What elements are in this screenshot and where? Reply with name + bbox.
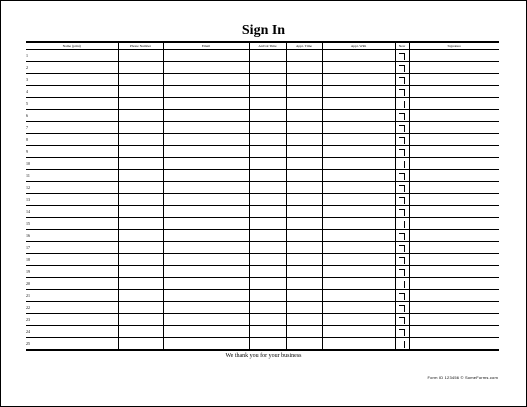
row-number: 13 (26, 194, 118, 206)
table-row (26, 326, 499, 338)
phone-cell[interactable] (118, 134, 163, 146)
email-cell[interactable] (163, 134, 249, 146)
table-row (26, 98, 499, 110)
arrival-time-cell[interactable] (249, 86, 286, 98)
checkbox-icon[interactable] (399, 305, 405, 312)
table-row (26, 146, 499, 158)
signature-cell[interactable] (409, 110, 499, 122)
appt-with-cell[interactable] (322, 218, 395, 230)
phone-cell[interactable] (118, 50, 163, 62)
signature-cell[interactable] (409, 98, 499, 110)
phone-cell[interactable] (118, 242, 163, 254)
row-number: 18 (26, 254, 118, 266)
email-cell[interactable] (163, 62, 249, 74)
new-patient-cell[interactable] (395, 86, 409, 98)
table-row (26, 110, 499, 122)
signature-cell[interactable] (409, 302, 499, 314)
column-header-arrival-time: Arrival Time (249, 42, 286, 50)
table-header-row (26, 42, 499, 50)
checkbox-icon[interactable] (399, 161, 405, 168)
signature-cell[interactable] (409, 146, 499, 158)
column-header-appt-time: Appt. Time (286, 42, 322, 50)
phone-cell[interactable] (118, 194, 163, 206)
appt-with-cell[interactable] (322, 194, 395, 206)
appt-with-cell[interactable] (322, 62, 395, 74)
phone-cell[interactable] (118, 230, 163, 242)
checkbox-icon[interactable] (399, 173, 405, 180)
appt-time-cell[interactable] (286, 194, 322, 206)
arrival-time-cell[interactable] (249, 110, 286, 122)
appt-time-cell[interactable] (286, 302, 322, 314)
checkbox-icon[interactable] (399, 125, 405, 132)
row-number: 11 (26, 170, 118, 182)
signature-cell[interactable] (409, 170, 499, 182)
phone-cell[interactable] (118, 302, 163, 314)
phone-cell[interactable] (118, 98, 163, 110)
row-number: 17 (26, 242, 118, 254)
appt-time-cell[interactable] (286, 62, 322, 74)
checkbox-icon[interactable] (399, 113, 405, 120)
signature-cell[interactable] (409, 290, 499, 302)
table-row (26, 182, 499, 194)
appt-with-cell[interactable] (322, 158, 395, 170)
appt-time-cell[interactable] (286, 122, 322, 134)
signature-cell[interactable] (409, 242, 499, 254)
table-row (26, 134, 499, 146)
table-row (26, 254, 499, 266)
email-cell[interactable] (163, 206, 249, 218)
arrival-time-cell[interactable] (249, 98, 286, 110)
phone-cell[interactable] (118, 266, 163, 278)
signature-cell[interactable] (409, 326, 499, 338)
column-header-email: Email (163, 42, 249, 50)
arrival-time-cell[interactable] (249, 254, 286, 266)
email-cell[interactable] (163, 266, 249, 278)
appt-time-cell[interactable] (286, 290, 322, 302)
email-cell[interactable] (163, 50, 249, 62)
signature-cell[interactable] (409, 278, 499, 290)
row-number: 23 (26, 314, 118, 326)
signature-cell[interactable] (409, 62, 499, 74)
signature-cell[interactable] (409, 50, 499, 62)
signature-cell[interactable] (409, 194, 499, 206)
row-number: 8 (26, 134, 118, 146)
arrival-time-cell[interactable] (249, 62, 286, 74)
checkbox-icon[interactable] (399, 209, 405, 216)
arrival-time-cell[interactable] (249, 158, 286, 170)
email-cell[interactable] (163, 314, 249, 326)
new-patient-cell[interactable] (395, 326, 409, 338)
email-cell[interactable] (163, 158, 249, 170)
arrival-time-cell[interactable] (249, 134, 286, 146)
new-patient-cell[interactable] (395, 206, 409, 218)
checkbox-icon[interactable] (399, 185, 405, 192)
checkbox-icon[interactable] (399, 77, 405, 84)
arrival-time-cell[interactable] (249, 302, 286, 314)
email-cell[interactable] (163, 278, 249, 290)
new-patient-cell[interactable] (395, 254, 409, 266)
email-cell[interactable] (163, 254, 249, 266)
email-cell[interactable] (163, 194, 249, 206)
email-cell[interactable] (163, 74, 249, 86)
arrival-time-cell[interactable] (249, 170, 286, 182)
table-row (26, 50, 499, 62)
email-cell[interactable] (163, 182, 249, 194)
phone-cell[interactable] (118, 254, 163, 266)
column-header-signature: Signature (409, 42, 499, 50)
new-patient-cell[interactable] (395, 182, 409, 194)
arrival-time-cell[interactable] (249, 314, 286, 326)
row-number: 3 (26, 74, 118, 86)
arrival-time-cell[interactable] (249, 206, 286, 218)
appt-with-cell[interactable] (322, 50, 395, 62)
row-number: 16 (26, 230, 118, 242)
email-cell[interactable] (163, 242, 249, 254)
arrival-time-cell[interactable] (249, 122, 286, 134)
row-number: 7 (26, 122, 118, 134)
row-number: 5 (26, 98, 118, 110)
email-cell[interactable] (163, 290, 249, 302)
arrival-time-cell[interactable] (249, 74, 286, 86)
new-patient-cell[interactable] (395, 302, 409, 314)
table-row (26, 74, 499, 86)
email-cell[interactable] (163, 338, 249, 351)
row-number: 10 (26, 158, 118, 170)
appt-with-cell[interactable] (322, 110, 395, 122)
signature-cell[interactable] (409, 218, 499, 230)
signature-cell[interactable] (409, 338, 499, 351)
row-number: 21 (26, 290, 118, 302)
appt-with-cell[interactable] (322, 122, 395, 134)
phone-cell[interactable] (118, 86, 163, 98)
appt-time-cell[interactable] (286, 182, 322, 194)
signature-cell[interactable] (409, 254, 499, 266)
arrival-time-cell[interactable] (249, 218, 286, 230)
email-cell[interactable] (163, 98, 249, 110)
signature-cell[interactable] (409, 182, 499, 194)
phone-cell[interactable] (118, 326, 163, 338)
table-row (26, 290, 499, 302)
appt-time-cell[interactable] (286, 218, 322, 230)
table-row (26, 158, 499, 170)
phone-cell[interactable] (118, 182, 163, 194)
arrival-time-cell[interactable] (249, 290, 286, 302)
column-header-name: Name (print) (26, 42, 118, 50)
appt-with-cell[interactable] (322, 170, 395, 182)
table-body (26, 50, 499, 351)
row-number: 25 (26, 338, 118, 351)
table-row (26, 218, 499, 230)
phone-cell[interactable] (118, 290, 163, 302)
appt-time-cell[interactable] (286, 338, 322, 351)
appt-with-cell[interactable] (322, 182, 395, 194)
signature-cell[interactable] (409, 86, 499, 98)
new-patient-cell[interactable] (395, 98, 409, 110)
checkbox-icon[interactable] (399, 53, 405, 60)
appt-time-cell[interactable] (286, 206, 322, 218)
arrival-time-cell[interactable] (249, 266, 286, 278)
appt-time-cell[interactable] (286, 50, 322, 62)
checkbox-icon[interactable] (399, 293, 405, 300)
thank-you-note: We thank you for your business (225, 353, 302, 359)
table-row (26, 170, 499, 182)
new-patient-cell[interactable] (395, 158, 409, 170)
new-patient-cell[interactable] (395, 194, 409, 206)
phone-cell[interactable] (118, 158, 163, 170)
email-cell[interactable] (163, 170, 249, 182)
row-number: 1 (26, 50, 118, 62)
appt-time-cell[interactable] (286, 326, 322, 338)
checkbox-icon[interactable] (399, 197, 405, 204)
appt-time-cell[interactable] (286, 74, 322, 86)
checkbox-icon[interactable] (399, 245, 405, 252)
arrival-time-cell[interactable] (249, 230, 286, 242)
appt-time-cell[interactable] (286, 254, 322, 266)
arrival-time-cell[interactable] (249, 242, 286, 254)
row-number: 12 (26, 182, 118, 194)
appt-time-cell[interactable] (286, 266, 322, 278)
new-patient-cell[interactable] (395, 170, 409, 182)
checkbox-icon[interactable] (399, 65, 405, 72)
email-cell[interactable] (163, 86, 249, 98)
new-patient-cell[interactable] (395, 338, 409, 351)
appt-time-cell[interactable] (286, 314, 322, 326)
phone-cell[interactable] (118, 146, 163, 158)
signature-cell[interactable] (409, 206, 499, 218)
table-row (26, 206, 499, 218)
phone-cell[interactable] (118, 170, 163, 182)
phone-cell[interactable] (118, 314, 163, 326)
table-row (26, 122, 499, 134)
new-patient-cell[interactable] (395, 278, 409, 290)
appt-with-cell[interactable] (322, 98, 395, 110)
checkbox-icon[interactable] (399, 257, 405, 264)
table-row (26, 278, 499, 290)
arrival-time-cell[interactable] (249, 50, 286, 62)
checkbox-icon[interactable] (399, 269, 405, 276)
column-header-phone: Phone Number (118, 42, 163, 50)
checkbox-icon[interactable] (399, 149, 405, 156)
appt-time-cell[interactable] (286, 134, 322, 146)
email-cell[interactable] (163, 110, 249, 122)
appt-with-cell[interactable] (322, 314, 395, 326)
checkbox-icon[interactable] (399, 89, 405, 96)
table-row (26, 314, 499, 326)
table-row (26, 266, 499, 278)
appt-time-cell[interactable] (286, 98, 322, 110)
arrival-time-cell[interactable] (249, 194, 286, 206)
appt-time-cell[interactable] (286, 170, 322, 182)
appt-with-cell[interactable] (322, 254, 395, 266)
signature-cell[interactable] (409, 74, 499, 86)
row-number: 24 (26, 326, 118, 338)
appt-with-cell[interactable] (322, 266, 395, 278)
row-number: 15 (26, 218, 118, 230)
appt-with-cell[interactable] (322, 206, 395, 218)
row-number: 22 (26, 302, 118, 314)
appt-with-cell[interactable] (322, 134, 395, 146)
checkbox-icon[interactable] (399, 281, 405, 288)
checkbox-icon[interactable] (399, 221, 405, 228)
appt-with-cell[interactable] (322, 278, 395, 290)
arrival-time-cell[interactable] (249, 278, 286, 290)
arrival-time-cell[interactable] (249, 338, 286, 351)
row-number: 14 (26, 206, 118, 218)
appt-time-cell[interactable] (286, 158, 322, 170)
new-patient-cell[interactable] (395, 110, 409, 122)
checkbox-icon[interactable] (399, 317, 405, 324)
new-patient-cell[interactable] (395, 134, 409, 146)
new-patient-cell[interactable] (395, 62, 409, 74)
new-patient-cell[interactable] (395, 146, 409, 158)
signature-cell[interactable] (409, 158, 499, 170)
checkbox-icon[interactable] (399, 341, 405, 348)
table-row (26, 302, 499, 314)
phone-cell[interactable] (118, 74, 163, 86)
signature-cell[interactable] (409, 134, 499, 146)
appt-with-cell[interactable] (322, 242, 395, 254)
row-number: 4 (26, 86, 118, 98)
email-cell[interactable] (163, 230, 249, 242)
phone-cell[interactable] (118, 218, 163, 230)
checkbox-icon[interactable] (399, 137, 405, 144)
form-footer-id: Form ID 123456 © SomeForms.com (427, 375, 498, 380)
checkbox-icon[interactable] (399, 233, 405, 240)
signature-cell[interactable] (409, 314, 499, 326)
appt-time-cell[interactable] (286, 230, 322, 242)
phone-cell[interactable] (118, 62, 163, 74)
appt-with-cell[interactable] (322, 86, 395, 98)
column-header-new: New (395, 42, 409, 50)
row-number: 2 (26, 62, 118, 74)
email-cell[interactable] (163, 326, 249, 338)
appt-time-cell[interactable] (286, 278, 322, 290)
page-title: Sign In (241, 23, 286, 38)
phone-cell[interactable] (118, 110, 163, 122)
new-patient-cell[interactable] (395, 50, 409, 62)
column-header-appt-with: Appt. With (322, 42, 395, 50)
arrival-time-cell[interactable] (249, 182, 286, 194)
appt-with-cell[interactable] (322, 146, 395, 158)
phone-cell[interactable] (118, 338, 163, 351)
appt-with-cell[interactable] (322, 302, 395, 314)
new-patient-cell[interactable] (395, 74, 409, 86)
arrival-time-cell[interactable] (249, 146, 286, 158)
new-patient-cell[interactable] (395, 218, 409, 230)
table-row (26, 338, 499, 351)
new-patient-cell[interactable] (395, 266, 409, 278)
row-number: 9 (26, 146, 118, 158)
arrival-time-cell[interactable] (249, 326, 286, 338)
table-row (26, 62, 499, 74)
appt-with-cell[interactable] (322, 338, 395, 351)
email-cell[interactable] (163, 122, 249, 134)
phone-cell[interactable] (118, 122, 163, 134)
signature-cell[interactable] (409, 122, 499, 134)
appt-time-cell[interactable] (286, 146, 322, 158)
new-patient-cell[interactable] (395, 314, 409, 326)
signature-cell[interactable] (409, 266, 499, 278)
row-number: 6 (26, 110, 118, 122)
appt-time-cell[interactable] (286, 110, 322, 122)
row-number: 20 (26, 278, 118, 290)
appt-with-cell[interactable] (322, 74, 395, 86)
sign-in-table (26, 41, 499, 351)
new-patient-cell[interactable] (395, 122, 409, 134)
table-row (26, 86, 499, 98)
new-patient-cell[interactable] (395, 290, 409, 302)
signature-cell[interactable] (409, 230, 499, 242)
new-patient-cell[interactable] (395, 242, 409, 254)
table-row (26, 230, 499, 242)
appt-with-cell[interactable] (322, 230, 395, 242)
checkbox-icon[interactable] (399, 329, 405, 336)
phone-cell[interactable] (118, 206, 163, 218)
appt-with-cell[interactable] (322, 290, 395, 302)
appt-time-cell[interactable] (286, 242, 322, 254)
email-cell[interactable] (163, 302, 249, 314)
table-row (26, 242, 499, 254)
row-number: 19 (26, 266, 118, 278)
email-cell[interactable] (163, 218, 249, 230)
table-row (26, 194, 499, 206)
new-patient-cell[interactable] (395, 230, 409, 242)
email-cell[interactable] (163, 146, 249, 158)
appt-with-cell[interactable] (322, 326, 395, 338)
phone-cell[interactable] (118, 278, 163, 290)
checkbox-icon[interactable] (399, 101, 405, 108)
appt-time-cell[interactable] (286, 86, 322, 98)
